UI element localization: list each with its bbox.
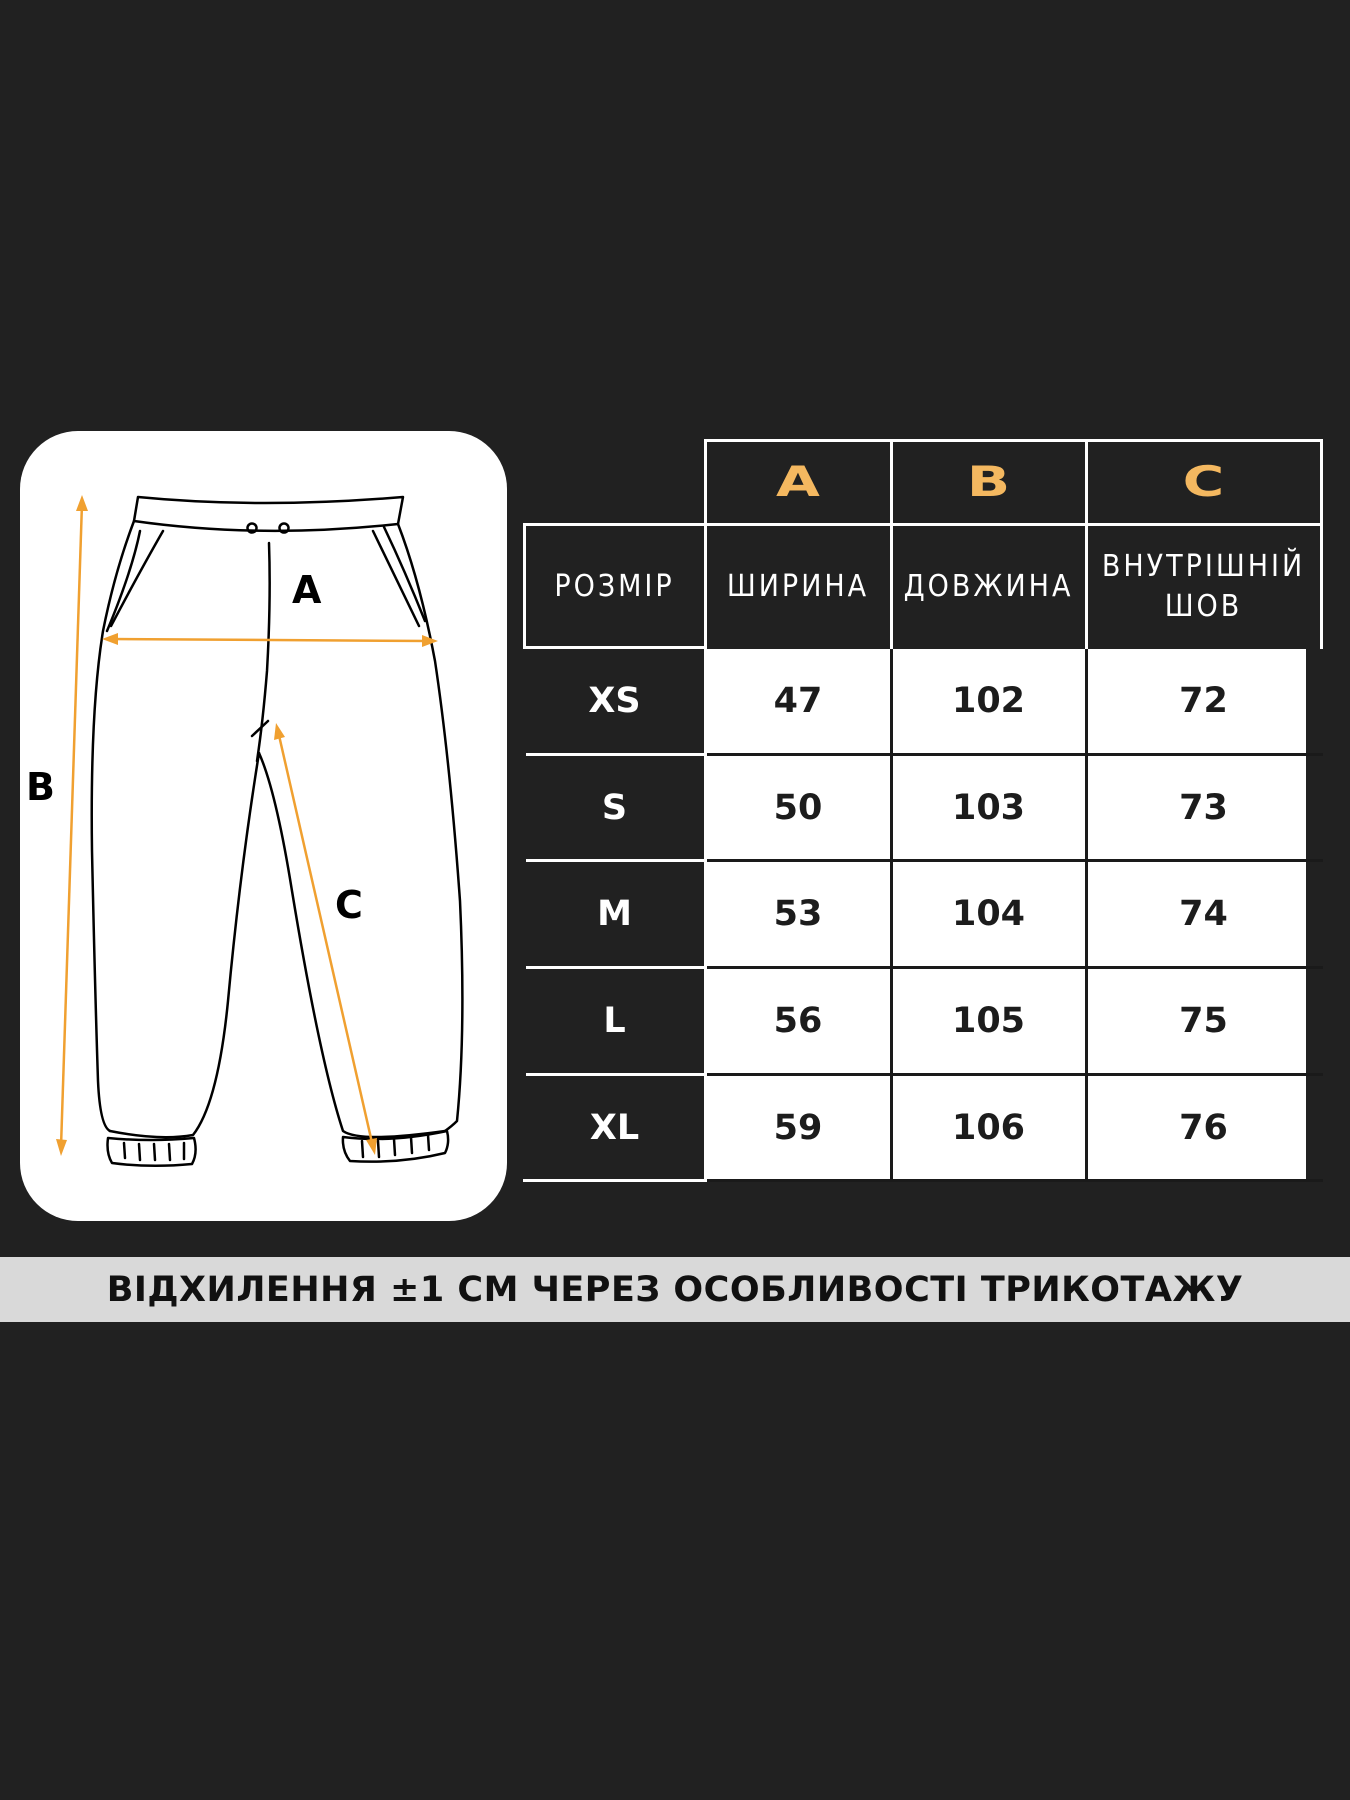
cell-c: 75 bbox=[1179, 1001, 1228, 1041]
grid-line bbox=[706, 439, 1323, 442]
grid-line bbox=[523, 523, 526, 649]
cell-size: L bbox=[603, 1001, 626, 1041]
cell-c: 74 bbox=[1179, 894, 1228, 934]
grid-line bbox=[1320, 439, 1323, 649]
cell-a: 59 bbox=[773, 1108, 823, 1148]
cell-a: 56 bbox=[773, 1001, 823, 1041]
cell-c: 76 bbox=[1179, 1108, 1228, 1148]
cell-b: 103 bbox=[951, 788, 1026, 828]
header-inseam: ВНУТРІШНІЙ ШОВ bbox=[1101, 548, 1306, 624]
header-size: РОЗМІР bbox=[554, 568, 675, 604]
col-letter-c: C bbox=[1182, 456, 1225, 506]
cell-a: 53 bbox=[773, 894, 823, 934]
grid-line bbox=[704, 439, 707, 649]
tolerance-note-band bbox=[0, 1257, 1350, 1322]
cell-b: 106 bbox=[951, 1108, 1026, 1148]
header-length: ДОВЖИНА bbox=[903, 568, 1074, 604]
grid-line bbox=[523, 523, 1323, 526]
label-a: A bbox=[292, 568, 322, 612]
label-b: B bbox=[26, 765, 55, 809]
header-width: ШИРИНА bbox=[726, 568, 870, 604]
grid-line bbox=[890, 439, 893, 649]
col-letter-b: B bbox=[966, 456, 1011, 506]
cell-b: 104 bbox=[951, 894, 1026, 934]
grid-line bbox=[1085, 439, 1088, 649]
cell-a: 50 bbox=[773, 788, 823, 828]
pants-sketch bbox=[20, 431, 507, 1221]
cell-b: 102 bbox=[951, 681, 1026, 721]
cell-size: XL bbox=[589, 1108, 640, 1148]
cell-c: 72 bbox=[1179, 681, 1228, 721]
cell-a: 47 bbox=[773, 681, 823, 721]
pants-diagram-card bbox=[20, 431, 507, 1221]
cell-c: 73 bbox=[1179, 788, 1228, 828]
size-table bbox=[523, 439, 1323, 1185]
cell-size: XS bbox=[588, 681, 641, 721]
cell-b: 105 bbox=[951, 1001, 1026, 1041]
tolerance-note: ВІДХИЛЕННЯ ±1 СМ ЧЕРЕЗ ОСОБЛИВОСТІ ТРИКОТАЖУ bbox=[106, 1269, 1244, 1310]
cell-size: S bbox=[601, 788, 628, 828]
label-c: C bbox=[335, 883, 363, 927]
cell-size: M bbox=[597, 894, 632, 934]
col-letter-a: A bbox=[776, 456, 820, 506]
